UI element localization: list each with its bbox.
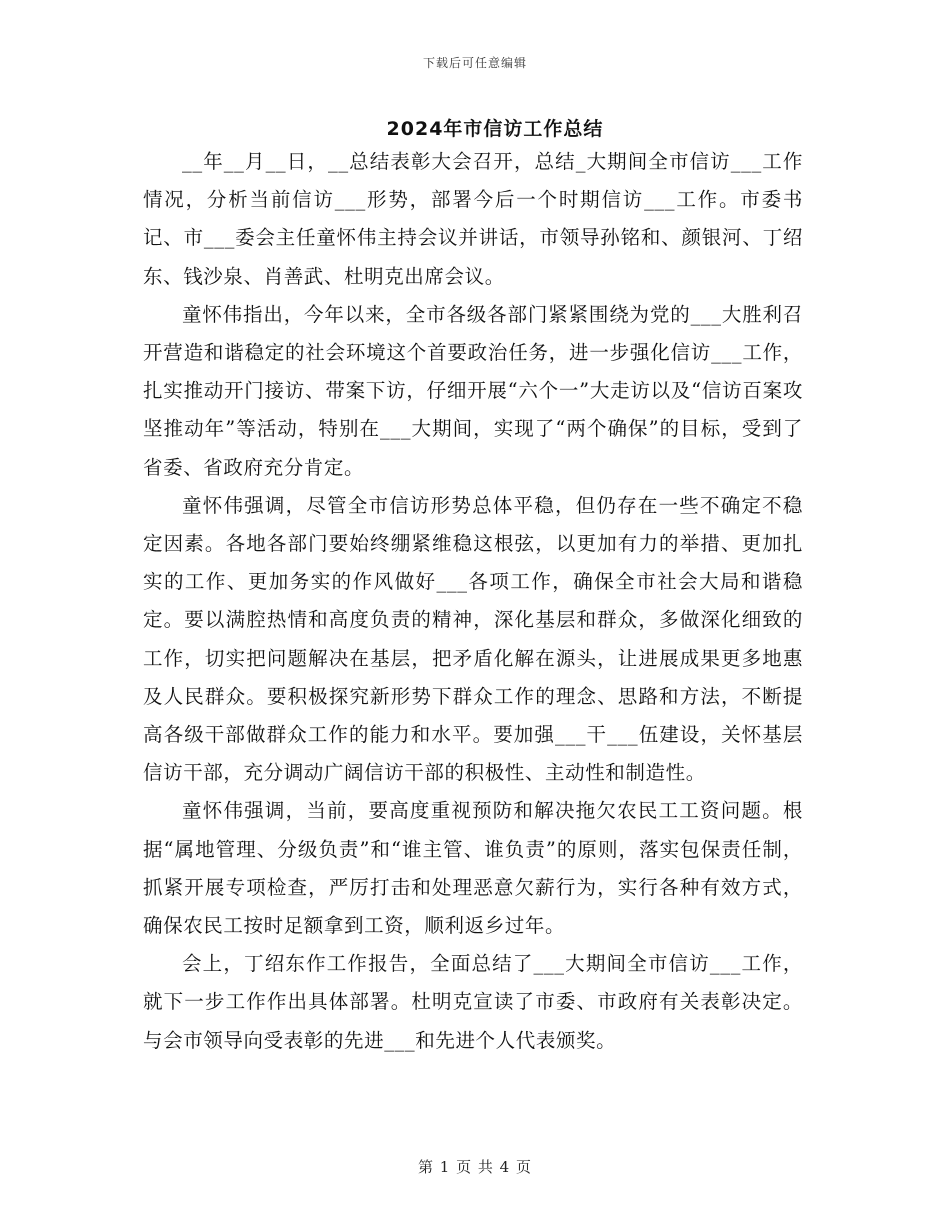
- document-body: [143, 143, 803, 1060]
- paragraph-migrant-wages: 童怀伟强调，当前，要高度重视预防和解决拖欠农民工工资问题。根据“属地管理、分级负责”和“谁主管、谁负责”的原则，落实包保责任制，抓紧开展专项检查，严厉打击和处理恶意欠薪行为，实行各种有效方式，确保农民工按时足额拿到工资，顺利返乡过年。: [143, 799, 803, 938]
- header-note: 下载后可任意编辑: [422, 56, 527, 70]
- document-title: 2024年市信访工作总结: [386, 118, 604, 140]
- paragraph-meeting-overview: __年__月__日，__总结表彰大会召开，总结_大期间全市信访___工作情况，分析当前信访___形势，部署今后一个时期信访___工作。市委书记、市___委会主任童怀伟主持会议并讲话，市领导孙铭和、颜银河、丁绍东、钱沙泉、肖善武、杜明克出席会议。: [143, 150, 803, 288]
- paragraph-stability-requirements: 童怀伟强调，尽管全市信访形势总体平稳，但仍存在一些不确定不稳定因素。各地各部门要始终绷紧维稳这根弦，以更加有力的举措、更加扎实的工作、更加务实的作风做好___各项工作，确保全市社会大局和谐稳定。要以满腔热情和高度负责的精神，深化基层和群众，多做深化细致的工作，切实把问题解决在基层，把矛盾化解在源头，让进展成果更多地惠及人民群众。要积极探究新形势下群众工作的理念、思路和方法，不断提高各级干部做群众工作的能力和水平。要加强___干___伍建设，关怀基层信访干部，充分调动广阔信访干部的积极性、主动性和制造性。: [143, 493, 803, 785]
- paragraph-achievements: 童怀伟指出，今年以来，全市各级各部门紧紧围绕为党的___大胜利召开营造和谐稳定的社会环境这个首要政治任务，进一步强化信访___工作，扎实推动开门接访、带案下访，仔细开展“六个一”大走访以及“信访百案攻坚推动年”等活动，特别在___大期间，实现了“两个确保”的目标，受到了省委、省政府充分肯定。: [143, 302, 803, 479]
- page-number: 第 1 页 共 4 页: [418, 1158, 532, 1176]
- paragraph-work-report: 会上，丁绍东作工作报告，全面总结了___大期间全市信访___工作，就下一步工作作出具体部署。杜明克宣读了市委、市政府有关表彰决定。与会市领导向受表彰的先进___和先进个人代表颁奖。: [143, 952, 803, 1052]
